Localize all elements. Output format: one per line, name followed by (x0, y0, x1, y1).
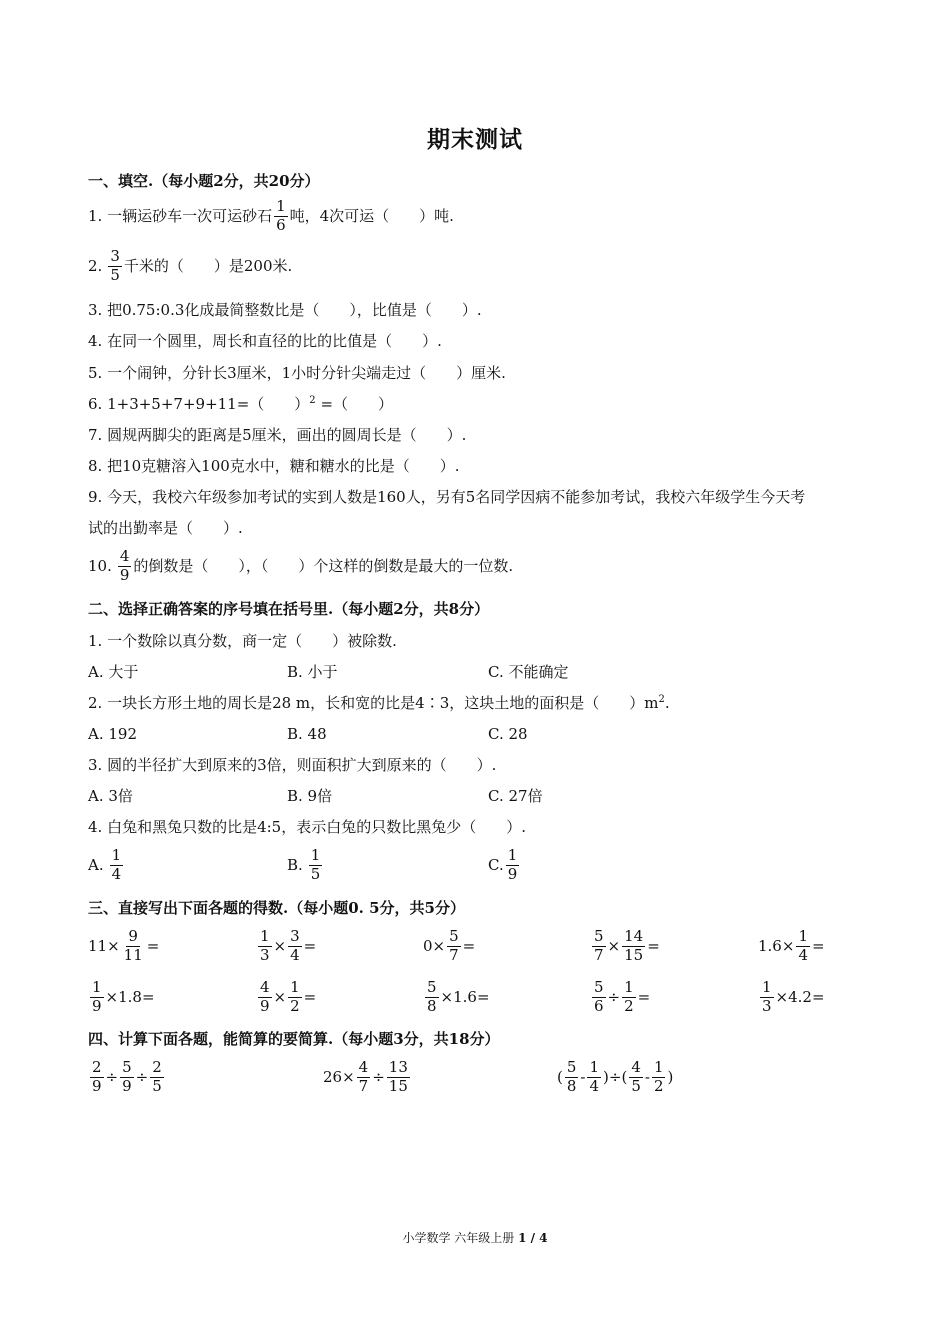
q1-10-text: 的倒数是（ ），（ ）个这样的倒数是最大的一位数. (133, 556, 514, 575)
footer-text: 小学数学 六年级上册 (402, 1231, 519, 1245)
question-1-10 (88, 549, 513, 584)
page-title: 期末测试 (427, 126, 523, 153)
expr-text: 11× (88, 936, 120, 955)
denominator: 15 (388, 1076, 408, 1095)
option-b: B. 9倍 (287, 787, 333, 805)
fraction (108, 249, 122, 284)
question-1-3: 3. 把0.75:0.3化成最简整数比是（ ），比值是（ ）. (88, 301, 482, 319)
arith-item-1-4 (590, 929, 660, 964)
fraction (122, 929, 145, 964)
numerator: 5 (122, 1058, 132, 1076)
q1-6-text: 6. 1+3+5+7+9+11=（ ） (88, 395, 310, 413)
fraction (796, 929, 810, 964)
c2-text: 2. 一块长方形土地的周长是28 m，长和宽的比是4∶3，这块土地的面积是（ ）m (88, 694, 659, 712)
superscript: 2 (309, 395, 316, 406)
calc-expression-2 (323, 1060, 412, 1095)
expr-text: = (146, 936, 160, 955)
fraction (622, 980, 636, 1015)
fraction (150, 1060, 164, 1095)
arith-item-1-1 (88, 929, 159, 964)
expr-text: ×1.8= (105, 987, 155, 1006)
numerator: 1 (290, 978, 300, 996)
option-a: A. 大于 (88, 663, 139, 681)
fraction (258, 929, 272, 964)
option-b: B. 小于 (287, 663, 338, 681)
expr-text: = (811, 936, 825, 955)
fraction (288, 980, 302, 1015)
fraction (90, 1060, 104, 1095)
q1-10-number: 10. (88, 556, 112, 575)
denominator: 9 (92, 996, 102, 1015)
paren: )÷( (603, 1067, 628, 1086)
denominator: 11 (123, 945, 143, 964)
numerator: 4 (358, 1058, 369, 1076)
calc-expression-1 (88, 1060, 166, 1095)
denominator: 3 (260, 945, 270, 964)
numerator: 1 (624, 978, 634, 996)
fraction (258, 980, 272, 1015)
expr-text: ×4.2= (775, 987, 825, 1006)
option-a: A. 192 (88, 725, 137, 743)
numerator: 1 (111, 846, 122, 864)
operator: ÷ (105, 1067, 119, 1086)
question-1-4: 4. 在同一个圆里，周长和直径的比的比值是（ ）. (88, 332, 442, 350)
page-footer (0, 1232, 950, 1244)
question-1-8: 8. 把10克糖溶入100克水中，糖和糖水的比是（ ）. (88, 457, 460, 475)
denominator: 2 (653, 1076, 664, 1095)
denominator: 4 (798, 945, 808, 964)
denominator: 15 (624, 945, 644, 964)
numerator: 1 (260, 927, 270, 945)
fraction (425, 980, 439, 1015)
fraction (592, 929, 606, 964)
fraction (90, 980, 104, 1015)
section-1-heading: 一、填空.（每小题2分，共20分） (88, 172, 320, 190)
denominator: 4 (589, 1076, 600, 1095)
question-1-1 (88, 199, 454, 234)
option-c: C. 28 (488, 725, 528, 743)
denominator: 7 (449, 945, 459, 964)
denominator: 5 (310, 864, 321, 883)
q1-6-text-end: =（ ） (320, 395, 394, 413)
choice-question-1: 1. 一个数除以真分数，商一定（ ）被除数. (88, 632, 397, 650)
operator: ÷ (372, 1067, 385, 1086)
fraction (387, 1060, 410, 1095)
arith-item-2-4 (590, 980, 650, 1015)
denominator: 5 (110, 265, 120, 284)
option-a (88, 848, 125, 883)
numerator: 3 (290, 927, 300, 945)
operator: × (273, 936, 287, 955)
numerator: 1 (653, 1058, 664, 1076)
numerator: 5 (449, 927, 459, 945)
arith-item-1-3 (423, 929, 475, 964)
option-label: C. (488, 855, 504, 874)
denominator: 5 (152, 1076, 162, 1095)
fraction (120, 1060, 134, 1095)
numerator: 3 (110, 247, 120, 265)
question-1-7: 7. 圆规两脚尖的距离是5厘米，画出的圆周长是（ ）. (88, 426, 467, 444)
arith-item-1-5 (758, 929, 825, 964)
fraction (357, 1060, 371, 1095)
arith-item-2-3 (423, 980, 490, 1015)
question-1-9-line-2: 试的出勤率是（ ）. (88, 519, 243, 537)
operator: ÷ (135, 1067, 149, 1086)
denominator: 9 (507, 864, 518, 883)
fraction (565, 1060, 579, 1095)
denominator: 6 (594, 996, 604, 1015)
option-b: B. 48 (287, 725, 327, 743)
question-1-2 (88, 249, 292, 284)
denominator: 7 (594, 945, 604, 964)
numerator: 4 (119, 547, 130, 565)
denominator: 2 (624, 996, 634, 1015)
expr-text: = (303, 936, 317, 955)
denominator: 8 (427, 996, 437, 1015)
denominator: 8 (566, 1076, 577, 1095)
question-1-5: 5. 一个闹钟，分针长3厘米，1小时分针尖端走过（ ）厘米. (88, 364, 506, 382)
denominator: 9 (92, 1076, 102, 1095)
option-c: C. 不能确定 (488, 663, 569, 681)
expr-text: 26× (323, 1067, 355, 1086)
denominator: 5 (631, 1076, 641, 1095)
expr-text: ×1.6= (440, 987, 490, 1006)
operator: ÷ (607, 987, 621, 1006)
option-label: B. (287, 855, 303, 874)
denominator: 9 (260, 996, 270, 1015)
numerator: 2 (152, 1058, 162, 1076)
numerator: 5 (566, 1058, 577, 1076)
choice-question-3: 3. 圆的半径扩大到原来的3倍，则面积扩大到原来的（ ）. (88, 756, 497, 774)
denominator: 9 (119, 565, 130, 584)
superscript: 2 (658, 694, 665, 705)
q1-1-text: 1. 一辆运砂车一次可运砂石 (88, 206, 273, 225)
fraction (652, 1060, 666, 1095)
numerator: 1 (507, 846, 518, 864)
q1-2-text: 千米的（ ）是200米. (123, 256, 293, 275)
numerator: 1 (798, 927, 808, 945)
choice-question-4: 4. 白兔和黑兔只数的比是4:5，表示白兔的只数比黑兔少（ ）. (88, 818, 526, 836)
expr-text: 0× (423, 936, 446, 955)
fraction (506, 848, 520, 883)
fraction (274, 199, 288, 234)
option-c: C. 27倍 (488, 787, 543, 805)
section-2-heading: 二、选择正确答案的序号填在括号里.（每小题2分，共8分） (88, 600, 490, 618)
numerator: 5 (594, 927, 604, 945)
numerator: 1 (310, 846, 321, 864)
option-c (488, 848, 521, 883)
arith-item-1-2 (256, 929, 316, 964)
numerator: 1 (589, 1058, 600, 1076)
numerator: 1 (92, 978, 102, 996)
numerator: 5 (594, 978, 604, 996)
fraction (118, 549, 132, 584)
arith-item-2-2 (256, 980, 316, 1015)
denominator: 3 (762, 996, 772, 1015)
option-label: A. (88, 855, 104, 874)
denominator: 9 (122, 1076, 132, 1095)
fraction (622, 929, 645, 964)
q1-2-number: 2. (88, 256, 103, 275)
paren: ( (557, 1067, 563, 1086)
fraction (447, 929, 461, 964)
numerator: 1 (762, 978, 772, 996)
numerator: 13 (388, 1058, 408, 1076)
choice-question-2 (88, 696, 670, 711)
denominator: 6 (276, 215, 286, 234)
expr-text: = (462, 936, 476, 955)
expr-text: = (303, 987, 317, 1006)
fraction (629, 1060, 643, 1095)
numerator: 5 (427, 978, 437, 996)
expr-text: = (647, 936, 660, 955)
calc-expression-3 (557, 1060, 673, 1095)
numerator: 9 (128, 927, 138, 945)
arith-item-2-1 (88, 980, 155, 1015)
fraction (592, 980, 606, 1015)
numerator: 14 (624, 927, 644, 945)
page-number: 1 / 4 (518, 1231, 548, 1245)
denominator: 4 (290, 945, 300, 964)
denominator: 7 (358, 1076, 369, 1095)
operator: - (644, 1067, 650, 1086)
section-3-heading: 三、直接写出下面各题的得数.（每小题0. 5分，共5分） (88, 899, 465, 917)
numerator: 4 (260, 978, 270, 996)
denominator: 2 (290, 996, 300, 1015)
numerator: 2 (92, 1058, 102, 1076)
fraction (587, 1060, 601, 1095)
operator: - (580, 1067, 586, 1086)
q1-1-text-end: 吨，4次可运（ ）吨. (289, 206, 454, 225)
option-b (287, 848, 324, 883)
question-1-9-line-1: 9. 今天，我校六年级参加考试的实到人数是160人，另有5名同学因病不能参加考试，我校六年级学生今天考 (88, 488, 806, 506)
operator: × (607, 936, 621, 955)
c2-text-end: . (664, 694, 670, 712)
numerator: 4 (631, 1058, 641, 1076)
paren: ) (667, 1067, 674, 1086)
numerator: 1 (276, 197, 286, 215)
fraction (288, 929, 302, 964)
operator: × (273, 987, 287, 1006)
option-a: A. 3倍 (88, 787, 133, 805)
fraction (110, 848, 124, 883)
fraction (760, 980, 774, 1015)
denominator: 4 (111, 864, 122, 883)
expr-text: 1.6× (758, 936, 795, 955)
fraction (309, 848, 323, 883)
question-1-6 (88, 397, 393, 412)
expr-text: = (637, 987, 651, 1006)
arith-item-2-5 (758, 980, 825, 1015)
section-4-heading: 四、计算下面各题，能简算的要简算.（每小题3分，共18分） (88, 1030, 500, 1048)
